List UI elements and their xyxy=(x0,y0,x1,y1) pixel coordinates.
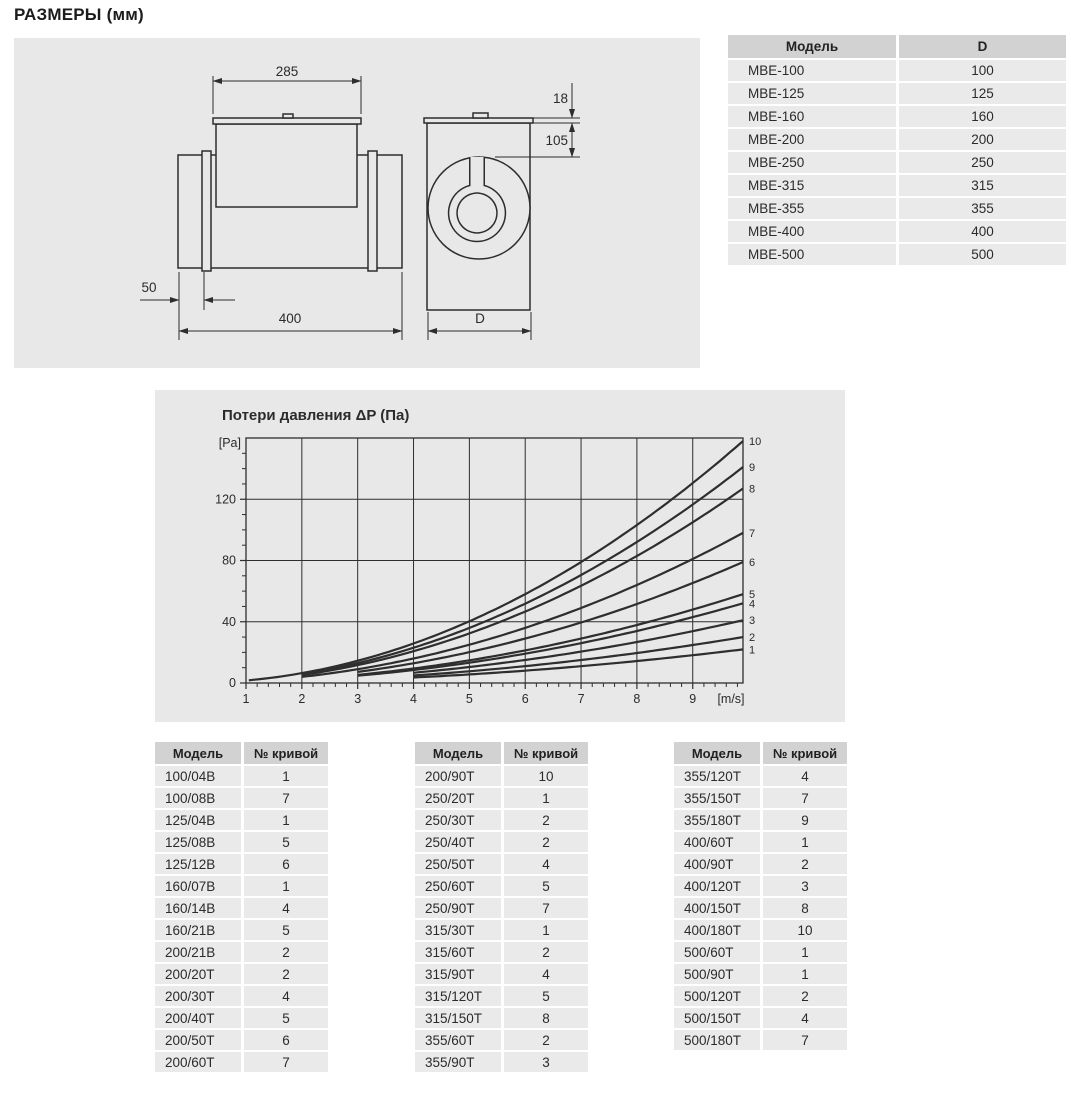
y-tick-label: 0 xyxy=(229,676,236,690)
model-column-header: Модель xyxy=(415,742,501,764)
table-row xyxy=(728,152,1066,173)
model-cell: 100/08B xyxy=(155,788,241,808)
table-row xyxy=(415,920,588,940)
pressure-loss-chart-panel xyxy=(155,390,845,722)
table-row xyxy=(415,854,588,874)
value-cell: 4 xyxy=(244,986,328,1006)
table-row xyxy=(674,942,847,962)
svg-text:D: D xyxy=(475,311,485,326)
model-cell: MBE-400 xyxy=(728,221,896,242)
value-cell: 3 xyxy=(763,876,847,896)
value-cell: 315 xyxy=(899,175,1066,196)
curve-label-9: 9 xyxy=(749,462,756,475)
y-axis-unit-label: [Pa] xyxy=(218,436,241,450)
model-cell: 315/90T xyxy=(415,964,501,984)
value-cell: 500 xyxy=(899,244,1066,265)
model-cell: 355/120T xyxy=(674,766,760,786)
table-row xyxy=(728,83,1066,104)
end-lid-screw xyxy=(473,113,488,118)
curve-label-2: 2 xyxy=(749,632,756,645)
table-row xyxy=(415,986,588,1006)
y-tick-label: 40 xyxy=(222,614,236,629)
curve-table-3 xyxy=(671,740,850,1052)
value-cell: 2 xyxy=(763,854,847,874)
value-cell: 100 xyxy=(899,60,1066,81)
table-row xyxy=(415,964,588,984)
table-row xyxy=(155,788,328,808)
model-cell: MBE-100 xyxy=(728,60,896,81)
dim-285 xyxy=(213,64,361,114)
table-row xyxy=(155,898,328,918)
dim-18 xyxy=(533,83,580,118)
model-cell: 315/30T xyxy=(415,920,501,940)
value-cell: 125 xyxy=(899,83,1066,104)
table-row xyxy=(728,129,1066,150)
table-row xyxy=(674,920,847,940)
model-cell: MBE-500 xyxy=(728,244,896,265)
curve-label-4: 4 xyxy=(749,598,756,611)
table-row xyxy=(155,876,328,896)
value-cell: 4 xyxy=(504,854,588,874)
dimensions-drawing-panel xyxy=(14,38,700,368)
table-row xyxy=(674,1030,847,1050)
model-cell: 200/30T xyxy=(155,986,241,1006)
curve-label-10: 10 xyxy=(749,436,762,449)
table-row xyxy=(728,244,1066,265)
table-row xyxy=(674,964,847,984)
model-cell: 500/120T xyxy=(674,986,760,1006)
table-row xyxy=(674,1008,847,1028)
model-cell: 355/180T xyxy=(674,810,760,830)
terminal-box xyxy=(216,124,357,207)
value-cell: 1 xyxy=(244,876,328,896)
value-cell: 160 xyxy=(899,106,1066,127)
table-row xyxy=(728,175,1066,196)
model-cell: MBE-315 xyxy=(728,175,896,196)
value-cell: 2 xyxy=(504,810,588,830)
table-row xyxy=(728,60,1066,81)
value-cell: 5 xyxy=(504,876,588,896)
svg-text:105: 105 xyxy=(545,133,568,148)
dim-50 xyxy=(140,272,235,340)
pressure-loss-chart xyxy=(155,390,845,722)
table-row xyxy=(415,1052,588,1072)
x-tick-label: 9 xyxy=(689,692,697,706)
x-tick-label: 7 xyxy=(577,692,585,706)
table-row xyxy=(674,766,847,786)
x-tick-label: 3 xyxy=(354,692,362,706)
table-row xyxy=(415,832,588,852)
table-row xyxy=(415,1008,588,1028)
value-column-header: № кривой xyxy=(763,742,847,764)
model-cell: 250/90T xyxy=(415,898,501,918)
side-view xyxy=(140,64,402,340)
value-cell: 10 xyxy=(763,920,847,940)
value-column-header: D xyxy=(899,35,1066,58)
table-row xyxy=(674,854,847,874)
value-cell: 2 xyxy=(244,964,328,984)
table-row xyxy=(155,1030,328,1050)
table-row xyxy=(728,221,1066,242)
value-cell: 4 xyxy=(244,898,328,918)
model-cell: 160/07B xyxy=(155,876,241,896)
model-cell: 400/180T xyxy=(674,920,760,940)
model-cell: 315/120T xyxy=(415,986,501,1006)
model-cell: 250/50T xyxy=(415,854,501,874)
header-row xyxy=(415,742,588,764)
value-cell: 7 xyxy=(244,1052,328,1072)
page-title: РАЗМЕРЫ (мм) xyxy=(14,5,144,24)
value-cell: 2 xyxy=(504,1030,588,1050)
model-cell: 125/04B xyxy=(155,810,241,830)
x-axis-unit-label: [m/s] xyxy=(717,692,745,706)
model-cell: 315/60T xyxy=(415,942,501,962)
value-cell: 5 xyxy=(504,986,588,1006)
value-cell: 7 xyxy=(763,788,847,808)
table-row xyxy=(674,898,847,918)
y-tick-label: 120 xyxy=(215,492,236,507)
dim-400 xyxy=(179,272,402,340)
table-row xyxy=(415,1030,588,1050)
table-row xyxy=(155,964,328,984)
curve-label-5: 5 xyxy=(749,589,756,602)
table-row xyxy=(155,854,328,874)
value-cell: 6 xyxy=(244,854,328,874)
x-tick-label: 1 xyxy=(242,692,250,706)
model-cell: 355/150T xyxy=(674,788,760,808)
curve-table-2 xyxy=(412,740,591,1074)
table-row xyxy=(155,1052,328,1072)
value-cell: 2 xyxy=(244,942,328,962)
model-cell: 200/20T xyxy=(155,964,241,984)
model-cell: 250/20T xyxy=(415,788,501,808)
table-row xyxy=(155,810,328,830)
model-cell: 200/50T xyxy=(155,1030,241,1050)
table-row xyxy=(674,810,847,830)
model-cell: 250/40T xyxy=(415,832,501,852)
value-cell: 5 xyxy=(244,832,328,852)
table-row xyxy=(728,106,1066,127)
value-cell: 8 xyxy=(504,1008,588,1028)
value-cell: 4 xyxy=(504,964,588,984)
header-row xyxy=(674,742,847,764)
model-cell: 125/08B xyxy=(155,832,241,852)
value-cell: 355 xyxy=(899,198,1066,219)
table-row xyxy=(415,876,588,896)
x-tick-label: 5 xyxy=(465,692,473,706)
table-row xyxy=(155,986,328,1006)
value-cell: 3 xyxy=(504,1052,588,1072)
header-row xyxy=(155,742,328,764)
model-column-header: Модель xyxy=(674,742,760,764)
model-cell: 200/60T xyxy=(155,1052,241,1072)
pressure-curve-9 xyxy=(302,467,743,674)
model-column-header: Модель xyxy=(155,742,241,764)
table-row xyxy=(415,788,588,808)
model-cell: MBE-200 xyxy=(728,129,896,150)
table-row xyxy=(155,920,328,940)
y-tick-label: 80 xyxy=(222,553,236,568)
value-cell: 9 xyxy=(763,810,847,830)
model-cell: 160/14B xyxy=(155,898,241,918)
table-row xyxy=(415,942,588,962)
table-row xyxy=(674,788,847,808)
table-row xyxy=(674,832,847,852)
value-cell: 1 xyxy=(763,942,847,962)
value-cell: 5 xyxy=(244,920,328,940)
value-cell: 2 xyxy=(504,832,588,852)
x-tick-label: 4 xyxy=(410,692,418,706)
model-cell: 200/40T xyxy=(155,1008,241,1028)
model-cell: 500/90T xyxy=(674,964,760,984)
curve-table-1 xyxy=(152,740,331,1074)
model-cell: 315/150T xyxy=(415,1008,501,1028)
model-cell: 100/04B xyxy=(155,766,241,786)
value-column-header: № кривой xyxy=(244,742,328,764)
table-row xyxy=(415,898,588,918)
table-row xyxy=(728,198,1066,219)
svg-text:285: 285 xyxy=(275,64,299,79)
lid-screw xyxy=(283,114,293,118)
value-cell: 1 xyxy=(504,788,588,808)
model-cell: MBE-250 xyxy=(728,152,896,173)
end-view xyxy=(424,83,580,340)
value-cell: 2 xyxy=(504,942,588,962)
value-cell: 10 xyxy=(504,766,588,786)
model-cell: 400/60T xyxy=(674,832,760,852)
value-cell: 1 xyxy=(244,766,328,786)
x-tick-label: 2 xyxy=(298,692,306,706)
value-cell: 4 xyxy=(763,1008,847,1028)
model-diameter-table xyxy=(725,33,1069,267)
svg-text:50: 50 xyxy=(141,280,157,295)
table-row xyxy=(155,1008,328,1028)
model-cell: 125/12B xyxy=(155,854,241,874)
curve-label-1: 1 xyxy=(749,644,756,657)
model-cell: 200/90T xyxy=(415,766,501,786)
table-row xyxy=(674,876,847,896)
value-cell: 400 xyxy=(899,221,1066,242)
value-cell: 200 xyxy=(899,129,1066,150)
model-cell: 250/60T xyxy=(415,876,501,896)
duct-flange-left xyxy=(202,151,211,271)
model-cell: 400/90T xyxy=(674,854,760,874)
duct-flange-right xyxy=(368,151,377,271)
curve-label-6: 6 xyxy=(749,557,756,570)
terminal-box-lid xyxy=(213,118,361,124)
model-cell: 200/21B xyxy=(155,942,241,962)
table-row xyxy=(674,986,847,1006)
model-cell: 500/150T xyxy=(674,1008,760,1028)
model-cell: 400/120T xyxy=(674,876,760,896)
model-cell: 160/21B xyxy=(155,920,241,940)
table-row xyxy=(155,942,328,962)
dim-D xyxy=(428,311,531,340)
model-cell: MBE-160 xyxy=(728,106,896,127)
x-tick-label: 6 xyxy=(521,692,529,706)
svg-text:400: 400 xyxy=(278,311,302,326)
model-cell: 250/30T xyxy=(415,810,501,830)
x-tick-label: 8 xyxy=(633,692,641,706)
value-cell: 1 xyxy=(504,920,588,940)
model-cell: 355/90T xyxy=(415,1052,501,1072)
value-cell: 7 xyxy=(504,898,588,918)
table-row xyxy=(415,810,588,830)
value-cell: 7 xyxy=(763,1030,847,1050)
model-cell: MBE-125 xyxy=(728,83,896,104)
value-cell: 4 xyxy=(763,766,847,786)
value-cell: 5 xyxy=(244,1008,328,1028)
value-cell: 7 xyxy=(244,788,328,808)
value-cell: 1 xyxy=(244,810,328,830)
curve-label-7: 7 xyxy=(749,527,756,540)
curve-label-8: 8 xyxy=(749,483,756,496)
model-cell: MBE-355 xyxy=(728,198,896,219)
value-cell: 2 xyxy=(763,986,847,1006)
model-cell: 400/150T xyxy=(674,898,760,918)
value-cell: 250 xyxy=(899,152,1066,173)
value-cell: 1 xyxy=(763,964,847,984)
svg-text:18: 18 xyxy=(552,91,568,106)
model-cell: 355/60T xyxy=(415,1030,501,1050)
model-cell: 500/180T xyxy=(674,1030,760,1050)
header-row xyxy=(728,35,1066,58)
model-column-header: Модель xyxy=(728,35,896,58)
table-row xyxy=(415,766,588,786)
table-row xyxy=(155,766,328,786)
pressure-curve-4 xyxy=(358,603,743,675)
curve-label-3: 3 xyxy=(749,615,756,628)
model-cell: 500/60T xyxy=(674,942,760,962)
table-row xyxy=(155,832,328,852)
value-cell: 1 xyxy=(763,832,847,852)
duct-heater-drawing xyxy=(14,38,700,368)
chart-title: Потери давления ΔP (Па) xyxy=(222,407,410,424)
value-cell: 6 xyxy=(244,1030,328,1050)
value-cell: 8 xyxy=(763,898,847,918)
value-column-header: № кривой xyxy=(504,742,588,764)
